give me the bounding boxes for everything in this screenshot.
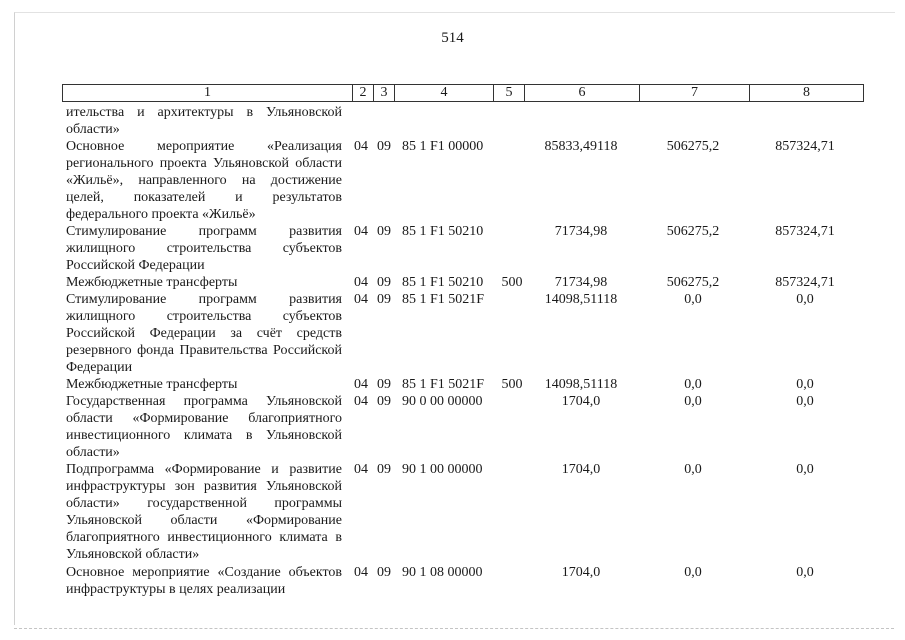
cell-section: 04	[354, 565, 368, 580]
cell-amount-col6: 14098,51118	[544, 377, 618, 392]
header-col-2: 2	[352, 85, 373, 101]
cell-subsection: 09	[377, 565, 391, 580]
cell-expense-type: 500	[501, 275, 523, 290]
cell-amount-col7: 0,0	[684, 292, 702, 307]
cell-amount-col7: 0,0	[684, 565, 702, 580]
table-header	[62, 84, 864, 102]
cell-amount-col7: 506275,2	[666, 275, 720, 290]
cell-subsection: 09	[377, 377, 391, 392]
row-description: ительства и архитектуры в Ульяновской области»	[66, 105, 342, 137]
cell-target-article: 85 1 F1 5021F	[402, 377, 485, 392]
cell-amount-col6: 14098,51118	[544, 292, 618, 307]
cell-subsection: 09	[377, 292, 391, 307]
header-col-1: 1	[204, 85, 211, 100]
cell-amount-col8: 0,0	[796, 394, 814, 409]
cell-amount-col8: 0,0	[796, 377, 814, 392]
header-col-6: 6	[524, 85, 639, 101]
cell-section: 04	[354, 394, 368, 409]
cell-amount-col8: 857324,71	[775, 224, 835, 239]
row-description: Межбюджетные трансферты	[66, 275, 238, 290]
cell-subsection: 09	[377, 139, 391, 154]
cell-amount-col6: 1704,0	[561, 565, 601, 580]
cell-amount-col7: 506275,2	[666, 224, 720, 239]
cell-amount-col6: 71734,98	[554, 275, 608, 290]
cell-target-article: 90 1 08 00000	[402, 565, 483, 580]
cell-section: 04	[354, 292, 368, 307]
cell-amount-col6: 1704,0	[561, 394, 601, 409]
cell-target-article: 90 1 00 00000	[402, 462, 483, 477]
cell-section: 04	[354, 139, 368, 154]
cell-amount-col6: 71734,98	[554, 224, 608, 239]
row-description: Основное мероприятие «Реализация регионального проекта Ульяновской области «Жильё», направленного на достижение целей, показателей и результатов федерального проекта «Жильё»	[66, 139, 342, 222]
cell-subsection: 09	[377, 275, 391, 290]
cell-amount-col7: 0,0	[684, 394, 702, 409]
row-description: Межбюджетные трансферты	[66, 377, 238, 392]
cell-amount-col7: 0,0	[684, 462, 702, 477]
cell-amount-col6: 1704,0	[561, 462, 601, 477]
cell-target-article: 85 1 F1 5021F	[402, 292, 485, 307]
header-col-3: 3	[373, 85, 394, 101]
cell-target-article: 85 1 F1 00000	[402, 139, 484, 154]
header-col-8: 8	[749, 85, 863, 101]
cell-amount-col7: 506275,2	[666, 139, 720, 154]
row-description: Государственная программа Ульяновской области «Формирование благоприятного инвестиционного климата в Ульяновской области»	[66, 394, 342, 460]
header-col-4: 4	[394, 85, 493, 101]
row-description: Стимулирование программ развития жилищного строительства субъектов Российской Федерации	[66, 224, 342, 273]
header-col-5: 5	[493, 85, 524, 101]
cell-target-article: 85 1 F1 50210	[402, 275, 484, 290]
cell-expense-type: 500	[501, 377, 523, 392]
cell-target-article: 85 1 F1 50210	[402, 224, 484, 239]
cell-amount-col8: 0,0	[796, 292, 814, 307]
cell-section: 04	[354, 224, 368, 239]
cell-section: 04	[354, 462, 368, 477]
cell-section: 04	[354, 377, 368, 392]
header-col-7: 7	[639, 85, 749, 101]
row-description: Стимулирование программ развития жилищного строительства субъектов Российской Федерации за счёт средств резервного фонда Правительства Российской Федерации	[66, 292, 342, 375]
cell-amount-col8: 0,0	[796, 565, 814, 580]
cell-subsection: 09	[377, 394, 391, 409]
row-description: Подпрограмма «Формирование и развитие инфраструктуры зон развития Ульяновской области» государственной программы Ульяновской области «Формирование благоприятного инвестиционного климата в Ульяновской области»	[66, 462, 342, 562]
cell-amount-col7: 0,0	[684, 377, 702, 392]
cell-amount-col8: 857324,71	[775, 139, 835, 154]
bottom-edge-rule	[14, 628, 894, 629]
cell-amount-col8: 0,0	[796, 462, 814, 477]
cell-amount-col6: 85833,49118	[544, 139, 618, 154]
row-description: Основное мероприятие «Создание объектов инфраструктуры в целях реализации	[66, 565, 342, 597]
cell-target-article: 90 0 00 00000	[402, 394, 483, 409]
cell-amount-col8: 857324,71	[775, 275, 835, 290]
cell-subsection: 09	[377, 224, 391, 239]
cell-section: 04	[354, 275, 368, 290]
cell-subsection: 09	[377, 462, 391, 477]
page-number: 514	[441, 30, 464, 46]
